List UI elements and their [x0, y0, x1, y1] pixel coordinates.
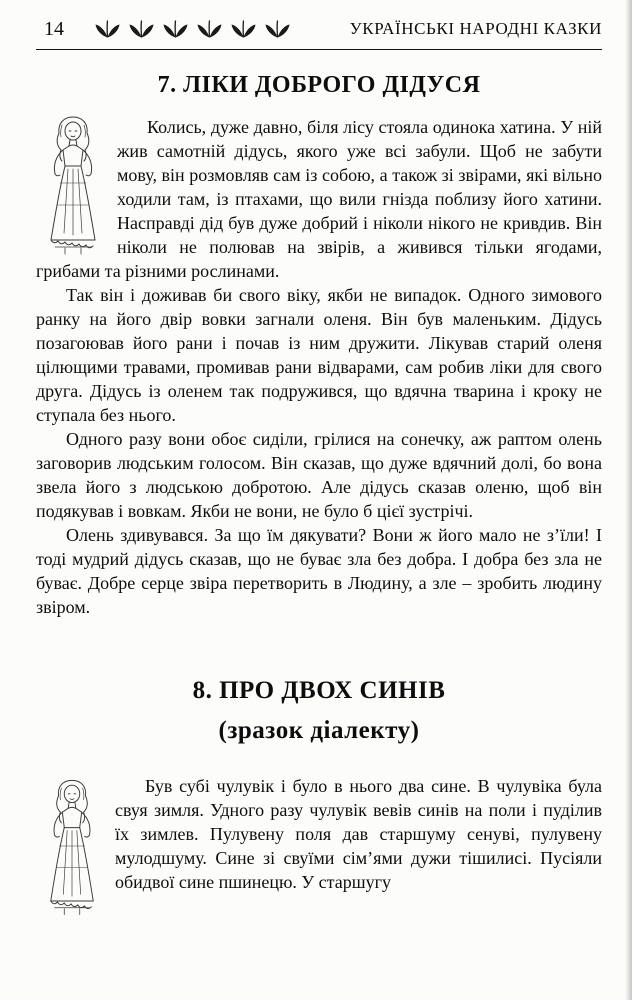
story2-body	[36, 774, 602, 894]
running-head: УКРАЇНСЬКІ НАРОДНІ КАЗКИ	[349, 19, 602, 38]
story2-title: 8. ПРО ДВОХ СИНІВ	[192, 677, 446, 704]
story1-paragraph-3: Одного разу вони обоє сиділи, грілися на сонечку, аж раптом олень заговорив людським голосом. Він сказав, що дуже вдячний долі, бо вона звела його з людською добротою. Але дідусь сказав оленю, щоб він подякував і вовкам. Якби не вони, не було б цієї зустрічі.	[36, 429, 602, 521]
leaf-ornament-icon	[162, 19, 189, 39]
leaf-ornament-icon	[230, 19, 257, 39]
header-rule	[36, 49, 602, 50]
page-header	[36, 14, 602, 44]
girl-illustration-1	[44, 113, 102, 255]
page-number: 14	[44, 17, 64, 40]
story1-paragraph-4: Олень здивувався. За що їм дякувати? Вони ж його мало не з’їли! І тоді мудрий дідусь сказав, що не буває зла без добра. І добра без зла не буває. Добре серце звіра перетворить в Людину, а зле – зробить людину звіром.	[36, 525, 602, 617]
story1-paragraph-1	[36, 115, 602, 283]
leaf-ornament-icon	[128, 19, 155, 39]
story1-paragraph-2: Так він і доживав би свого віку, якби не випадок. Одного зимового ранку на його двір вовки загнали оленя. Він був маленьким. Дідусь позагоював його рани і почав із ним дружити. Лікував старий оленя цілющими травами, промивав рани відварами, сам робив ліки для свого друга. Дідусь із оленем так подружився, що вдячна тварина і кроку не ступала без нього.	[36, 285, 602, 425]
paragraph-text: Колись, дуже давно, біля лісу стояла одинока хатина. У ній жив самотній дідусь, якого уже всі забули. Щоб не забути мову, він розмовляв сам із собою, а також зі звірами, які вільно ходили там, із птахами, що вили гнізда поблизу його хатини. Насправді дід був дуже добрий і ніколи нікого не кривдив. Він ніколи не полював на звірів, а живився тільки ягодами, грибами та різними рослинами.	[36, 117, 602, 281]
story1-body	[36, 115, 602, 619]
ornament-row	[94, 19, 291, 39]
story1-title: 7. ЛІКИ ДОБРОГО ДІДУСЯ	[157, 72, 481, 98]
story2-paragraph-1	[36, 774, 602, 894]
story2-title-block	[36, 671, 602, 750]
leaf-ornament-icon	[94, 19, 121, 39]
story2-subtitle: (зразок діалекту)	[218, 716, 420, 744]
girl-illustration-2	[44, 772, 100, 920]
leaf-ornament-icon	[264, 19, 291, 39]
leaf-ornament-icon	[196, 19, 223, 39]
paragraph-text: Був субі чулувік і було в нього два сине. В чулувіка була свуя зимля. Удного разу чулувік вевів синів на поли і пуділив їх зимлев. Пулувену поля дав старшуму сенуві, пулувену мулодшуму. Сине зі свуїми сім’ями дужи тішилисі. Пусіяли обидвої сине пшинецю. У старшугу	[115, 776, 602, 892]
